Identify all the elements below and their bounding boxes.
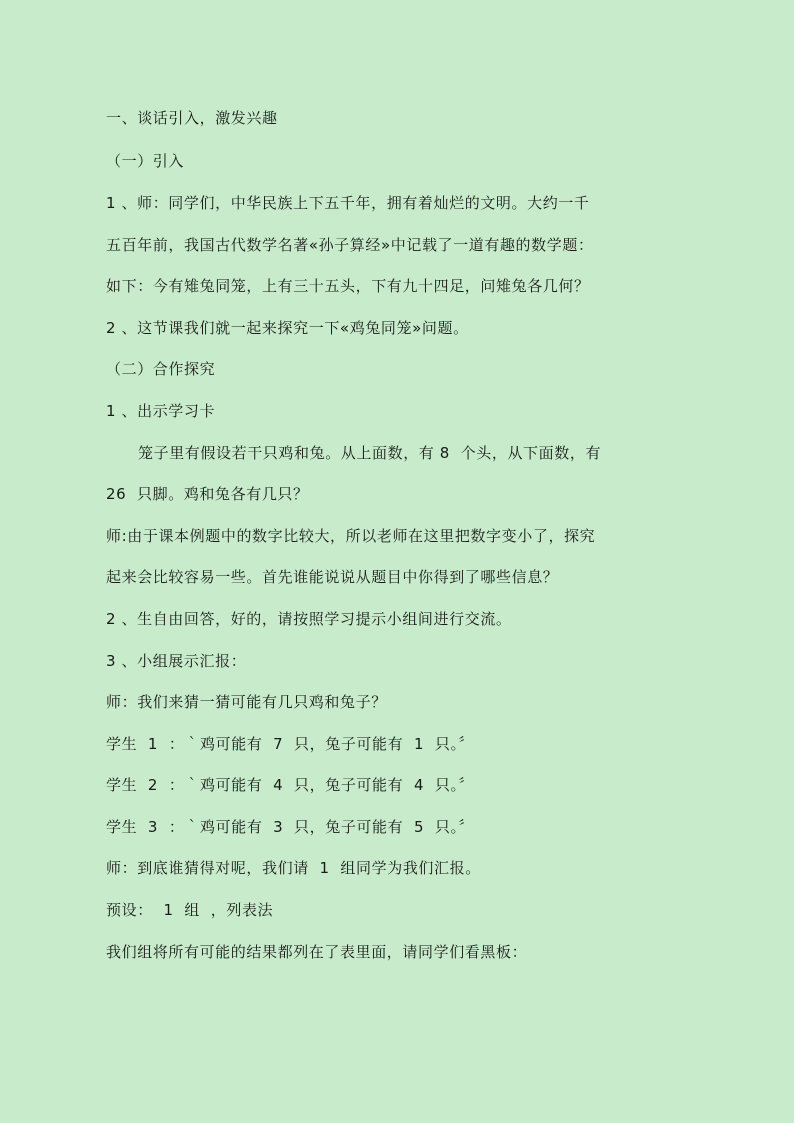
learning-card-text: 笼子里有假设若干只鸡和兔。从上面数，有 8 个头，从下面数，有 xyxy=(138,444,602,462)
paragraph-line: 我们组将所有可能的结果都列在了表里面，请同学们看黑板： xyxy=(106,943,528,961)
student-answer: 学生 2 ：｀鸡可能有 4 只，兔子可能有 4 只。〞 xyxy=(106,776,475,794)
paragraph-line: 2 、这节课我们就一起来探究一下«鸡兔同笼»问题。 xyxy=(106,319,469,337)
paragraph-line: 预设： 1 组 ，列表法 xyxy=(106,901,274,919)
paragraph-line: 师：我们来猜一猜可能有几只鸡和兔子？ xyxy=(106,693,387,711)
learning-card-text: 26 只脚。鸡和兔各有几只？ xyxy=(106,485,309,503)
subheading-intro: （一）引入 xyxy=(106,152,185,170)
section-heading-intro: 一、谈话引入，激发兴趣 xyxy=(106,109,278,127)
paragraph-line: 师:由于课本例题中的数字比较大，所以老师在这里把数字变小了，探究 xyxy=(106,527,596,545)
paragraph-line: 师：到底谁猜得对呢，我们请 1 组同学为我们汇报。 xyxy=(106,859,481,877)
subheading-cooperation: （二）合作探究 xyxy=(106,360,216,378)
paragraph-line: 1 、出示学习卡 xyxy=(106,402,216,420)
paragraph-line: 2 、生自由回答，好的，请按照学习提示小组间进行交流。 xyxy=(106,610,512,628)
student-answer: 学生 1 ：｀鸡可能有 7 只，兔子可能有 1 只。〞 xyxy=(106,735,475,753)
paragraph-line: 如下：今有雉兔同笼，上有三十五头，下有九十四足，问雉兔各几何？ xyxy=(106,277,590,295)
student-answer: 学生 3 ：｀鸡可能有 3 只，兔子可能有 5 只。〞 xyxy=(106,818,475,836)
paragraph-line: 1 、师：同学们，中华民族上下五千年，拥有着灿烂的文明。大约一千 xyxy=(106,194,590,212)
paragraph-line: 起来会比较容易一些。首先谁能说说从题目中你得到了哪些信息？ xyxy=(106,568,559,586)
paragraph-line: 五百年前，我国古代数学名著«孙子算经»中记载了一道有趣的数学题： xyxy=(106,236,594,254)
paragraph-line: 3 、小组展示汇报： xyxy=(106,652,247,670)
